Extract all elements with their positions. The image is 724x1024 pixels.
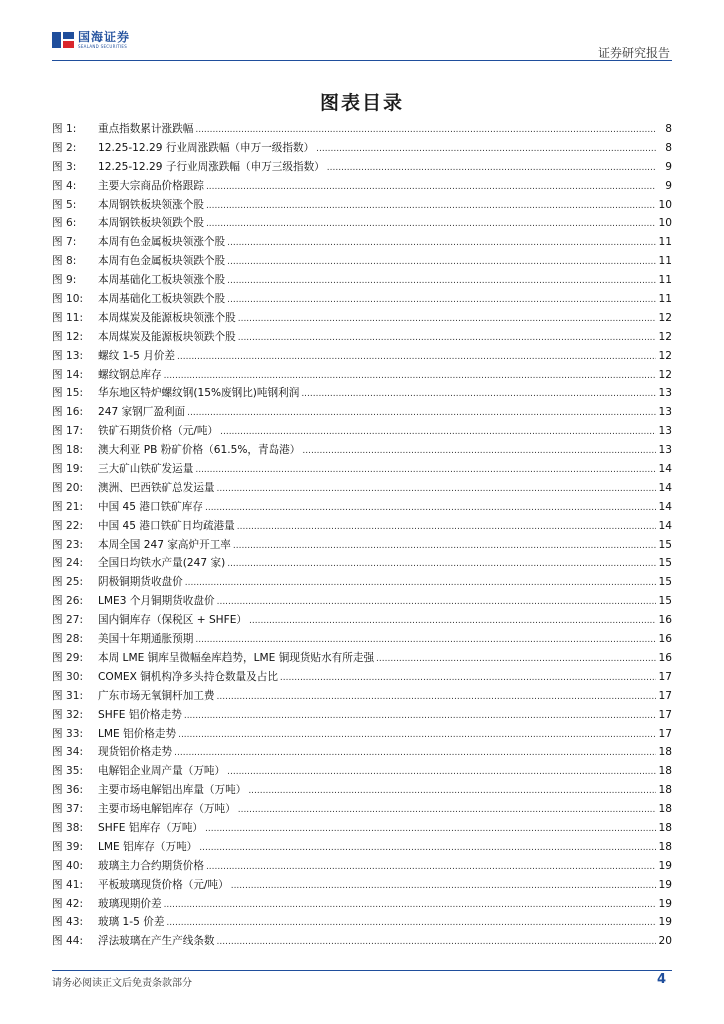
toc-entry-label: 图 4: bbox=[52, 179, 77, 192]
toc-leader-dots bbox=[238, 310, 656, 329]
toc-leader-dots bbox=[217, 688, 656, 707]
toc-entry-label: 图 29: bbox=[52, 651, 84, 664]
toc-leader-dots bbox=[220, 423, 656, 442]
toc-entry-page: 15 bbox=[658, 538, 672, 551]
toc-entry-title: LME 铝库存（万吨） bbox=[98, 840, 198, 853]
toc-entry[interactable] bbox=[52, 196, 672, 215]
toc-entry-page: 19 bbox=[658, 897, 672, 910]
toc-entry-page: 18 bbox=[658, 840, 672, 853]
footer-divider bbox=[52, 970, 672, 971]
toc-entry-label: 图 22: bbox=[52, 519, 84, 532]
toc-leader-dots bbox=[206, 858, 656, 877]
toc-entry[interactable] bbox=[52, 498, 672, 517]
toc-entry-title: 本周钢铁板块领跌个股 bbox=[98, 217, 204, 230]
toc-entry-title: 12.25-12.29 子行业周涨跌幅（申万三级指数） bbox=[98, 160, 325, 173]
toc-entry-title: 中国 45 港口铁矿库存 bbox=[98, 500, 203, 513]
toc-leader-dots bbox=[301, 385, 656, 404]
toc-entry-page: 14 bbox=[658, 500, 672, 513]
toc-entry-label: 图 42: bbox=[52, 897, 84, 910]
toc-entry-label: 图 35: bbox=[52, 765, 84, 778]
toc-entry[interactable] bbox=[52, 649, 672, 668]
logo-mark-icon bbox=[52, 30, 74, 50]
toc-entry-title: 主要市场电解铝库存（万吨） bbox=[98, 803, 236, 816]
toc-entry[interactable] bbox=[52, 271, 672, 290]
toc-entry-title: 本周煤炭及能源板块领跌个股 bbox=[98, 330, 236, 343]
toc-entry-title: 本周全国 247 家高炉开工率 bbox=[98, 538, 231, 551]
toc-entry-label: 图 11: bbox=[52, 311, 84, 324]
toc-entry-label: 图 9: bbox=[52, 274, 77, 287]
toc-entry[interactable] bbox=[52, 120, 672, 139]
toc-entry-label: 图 38: bbox=[52, 821, 84, 834]
toc-entry-page: 16 bbox=[658, 614, 672, 627]
toc-entry-title: 三大矿山铁矿发运量 bbox=[98, 463, 194, 476]
toc-entry[interactable] bbox=[52, 592, 672, 611]
toc-entry-label: 图 27: bbox=[52, 614, 84, 627]
toc-entry-title: 12.25-12.29 行业周涨跌幅（申万一级指数） bbox=[98, 141, 315, 154]
toc-entry-page: 17 bbox=[658, 708, 672, 721]
toc-entry-label: 图 33: bbox=[52, 727, 84, 740]
logo-english-name: SEALAND SECURITIES bbox=[78, 43, 128, 49]
toc-entry-page: 13 bbox=[658, 387, 672, 400]
toc-leader-dots bbox=[217, 480, 656, 499]
toc-entry[interactable] bbox=[52, 876, 672, 895]
toc-entry-title: 主要市场电解铝出库量（万吨） bbox=[98, 784, 247, 797]
toc-entry[interactable] bbox=[52, 460, 672, 479]
toc-entry[interactable] bbox=[52, 800, 672, 819]
toc-leader-dots bbox=[238, 801, 656, 820]
toc-entry-page: 19 bbox=[658, 859, 672, 872]
toc-entry-title: 本周有色金属板块领涨个股 bbox=[98, 236, 226, 249]
toc-entry-page: 15 bbox=[658, 557, 672, 570]
toc-leader-dots bbox=[231, 877, 656, 896]
toc-entry-page: 19 bbox=[658, 916, 672, 929]
toc-entry-page: 18 bbox=[658, 746, 672, 759]
toc-entry[interactable] bbox=[52, 743, 672, 762]
toc-entry-label: 图 34: bbox=[52, 746, 84, 759]
toc-entry[interactable] bbox=[52, 347, 672, 366]
toc-entry-page: 10 bbox=[658, 198, 672, 211]
toc-entry[interactable] bbox=[52, 309, 672, 328]
toc-entry[interactable] bbox=[52, 290, 672, 309]
toc-entry-label: 图 31: bbox=[52, 689, 84, 702]
toc-leader-dots bbox=[227, 272, 656, 291]
toc-entry[interactable] bbox=[52, 328, 672, 347]
toc-entry-page: 13 bbox=[658, 444, 672, 457]
toc-entry-label: 图 21: bbox=[52, 500, 84, 513]
toc-entry-label: 图 32: bbox=[52, 708, 84, 721]
toc-entry[interactable] bbox=[52, 630, 672, 649]
toc-leader-dots bbox=[233, 537, 656, 556]
toc-entry-title: 铁矿石期货价格（元/吨） bbox=[98, 425, 219, 438]
toc-entry-label: 图 30: bbox=[52, 670, 84, 683]
toc-entry-label: 图 37: bbox=[52, 803, 84, 816]
toc-leader-dots bbox=[227, 234, 656, 253]
toc-entry-title: 玻璃现期价差 bbox=[98, 897, 162, 910]
toc-entry-page: 18 bbox=[658, 784, 672, 797]
toc-entry-page: 10 bbox=[658, 217, 672, 230]
page-number: 4 bbox=[656, 972, 666, 987]
toc-entry[interactable] bbox=[52, 857, 672, 876]
toc-entry-title: 玻璃 1-5 价差 bbox=[98, 916, 165, 929]
toc-entry-title: 全国日均铁水产量(247 家) bbox=[98, 557, 226, 570]
toc-entry-page: 15 bbox=[658, 576, 672, 589]
toc-entry[interactable] bbox=[52, 706, 672, 725]
toc-entry[interactable] bbox=[52, 838, 672, 857]
toc-entry-label: 图 20: bbox=[52, 481, 84, 494]
toc-leader-dots bbox=[184, 707, 656, 726]
toc-entry-title: 广东市场无氧铜杆加工费 bbox=[98, 689, 215, 702]
toc-entry-label: 图 2: bbox=[52, 141, 77, 154]
toc-entry-label: 图 14: bbox=[52, 368, 84, 381]
page-title: 图表目录 bbox=[319, 92, 404, 114]
toc-entry[interactable] bbox=[52, 611, 672, 630]
toc-entry[interactable] bbox=[52, 895, 672, 914]
toc-leader-dots bbox=[164, 367, 656, 386]
toc-entry-page: 9 bbox=[665, 179, 672, 192]
page-header bbox=[0, 0, 724, 60]
toc-leader-dots bbox=[217, 593, 656, 612]
toc-leader-dots bbox=[249, 612, 656, 631]
toc-entry[interactable] bbox=[52, 366, 672, 385]
toc-entry-title: SHFE 铝库存（万吨） bbox=[98, 821, 204, 834]
toc-entry-title: 本周 LME 铜库呈微幅垒库趋势，LME 铜现货贴水有所走强 bbox=[98, 651, 375, 664]
toc-entry-page: 14 bbox=[658, 463, 672, 476]
toc-leader-dots bbox=[205, 499, 656, 518]
toc-entry-page: 12 bbox=[658, 368, 672, 381]
toc-entry-label: 图 17: bbox=[52, 425, 84, 438]
toc-leader-dots bbox=[227, 291, 656, 310]
toc-entry-label: 图 1: bbox=[52, 123, 77, 135]
toc-entry-label: 图 5: bbox=[52, 198, 77, 211]
toc-entry-page: 19 bbox=[658, 878, 672, 891]
toc-entry-label: 图 8: bbox=[52, 255, 77, 268]
toc-leader-dots bbox=[248, 782, 656, 801]
toc-entry-title: 中国 45 港口铁矿日均疏港量 bbox=[98, 519, 235, 532]
toc-entry[interactable] bbox=[52, 819, 672, 838]
toc-entry-title: SHFE 铝价格走势 bbox=[98, 708, 182, 721]
logo-chinese-name: 国海证券 bbox=[78, 29, 131, 44]
toc-entry[interactable] bbox=[52, 233, 672, 252]
toc-entry-page: 18 bbox=[658, 765, 672, 778]
toc-entry-title: 玻璃主力合约期货价格 bbox=[98, 859, 204, 872]
toc-entry-label: 图 3: bbox=[52, 160, 77, 173]
toc-leader-dots bbox=[376, 650, 656, 669]
toc-leader-dots bbox=[174, 744, 656, 763]
toc-entry[interactable] bbox=[52, 517, 672, 536]
toc-leader-dots bbox=[187, 404, 656, 423]
toc-entry-label: 图 10: bbox=[52, 293, 84, 306]
toc-entry-title: 本周基础化工板块领跌个股 bbox=[98, 293, 226, 306]
toc-entry[interactable] bbox=[52, 139, 672, 158]
toc-entry-title: 本周钢铁板块领涨个股 bbox=[98, 198, 204, 211]
toc-entry-page: 17 bbox=[658, 689, 672, 702]
toc-entry-label: 图 15: bbox=[52, 387, 84, 400]
toc-entry-page: 18 bbox=[658, 821, 672, 834]
toc-entry-title: 主要大宗商品价格跟踪 bbox=[98, 179, 204, 192]
toc-leader-dots bbox=[195, 121, 656, 140]
toc-entry-label: 图 7: bbox=[52, 236, 77, 249]
toc-entry[interactable] bbox=[52, 762, 672, 781]
toc-entry-title: LME 铝价格走势 bbox=[98, 727, 177, 740]
toc-leader-dots bbox=[237, 518, 656, 537]
toc-leader-dots bbox=[238, 329, 656, 348]
toc-entry-page: 17 bbox=[658, 670, 672, 683]
toc-entry-title: 平板玻璃现货价格（元/吨） bbox=[98, 878, 229, 891]
toc-leader-dots bbox=[199, 839, 656, 858]
toc-entry-page: 18 bbox=[658, 803, 672, 816]
toc-entry-title: 电解铝企业周产量（万吨） bbox=[98, 765, 226, 778]
toc-entry[interactable] bbox=[52, 441, 672, 460]
toc-entry[interactable] bbox=[52, 554, 672, 573]
toc-entry-label: 图 26: bbox=[52, 595, 84, 608]
toc-entry-page: 9 bbox=[665, 160, 672, 173]
toc-entry[interactable] bbox=[52, 158, 672, 177]
toc-entry-label: 图 43: bbox=[52, 916, 84, 929]
toc-entry-title: 澳大利亚 PB 粉矿价格（61.5%，青岛港） bbox=[98, 444, 301, 457]
toc-entry-label: 图 16: bbox=[52, 406, 84, 419]
toc-entry[interactable] bbox=[52, 536, 672, 555]
toc-entry-page: 8 bbox=[665, 123, 672, 135]
toc-leader-dots bbox=[178, 726, 656, 745]
toc-leader-dots bbox=[164, 896, 656, 915]
toc-leader-dots bbox=[206, 178, 656, 197]
toc-entry[interactable] bbox=[52, 932, 672, 951]
toc-entry-page: 11 bbox=[658, 293, 672, 306]
toc-entry[interactable] bbox=[52, 668, 672, 687]
toc-leader-dots bbox=[227, 555, 656, 574]
toc-entry-page: 16 bbox=[658, 651, 672, 664]
toc-entry-page: 12 bbox=[658, 349, 672, 362]
toc-entry-page: 17 bbox=[658, 727, 672, 740]
toc-entry-title: 阴极铜期货收盘价 bbox=[98, 576, 183, 589]
toc-entry-page: 13 bbox=[658, 425, 672, 438]
toc-entry-label: 图 28: bbox=[52, 633, 84, 646]
toc-entry[interactable] bbox=[52, 177, 672, 196]
toc-entry-title: 现货铝价格走势 bbox=[98, 746, 173, 759]
toc-entry-title: 国内铜库存（保税区 + SHFE） bbox=[98, 614, 248, 627]
toc-leader-dots bbox=[227, 253, 656, 272]
toc-entry-title: 澳洲、巴西铁矿总发运量 bbox=[98, 481, 215, 494]
toc-entry-title: 华东地区特炉螺纹钢(15%废钢比)吨钢利润 bbox=[98, 387, 300, 400]
toc-entry-page: 11 bbox=[658, 236, 672, 249]
toc-leader-dots bbox=[166, 914, 656, 933]
toc-entry-page: 14 bbox=[658, 481, 672, 494]
toc-leader-dots bbox=[206, 215, 656, 234]
toc-leader-dots bbox=[327, 159, 656, 178]
toc-entry-title: 螺纹 1-5 月价差 bbox=[98, 349, 176, 362]
company-logo bbox=[52, 30, 130, 50]
toc-entry-title: 本周基础化工板块领涨个股 bbox=[98, 274, 226, 287]
table-of-figures bbox=[52, 120, 672, 951]
toc-leader-dots bbox=[227, 763, 656, 782]
toc-leader-dots bbox=[206, 197, 656, 216]
toc-entry[interactable] bbox=[52, 781, 672, 800]
toc-entry-label: 图 44: bbox=[52, 935, 84, 948]
toc-entry-label: 图 24: bbox=[52, 557, 84, 570]
toc-entry-label: 图 23: bbox=[52, 538, 84, 551]
toc-entry[interactable] bbox=[52, 687, 672, 706]
toc-entry[interactable] bbox=[52, 573, 672, 592]
toc-entry[interactable] bbox=[52, 214, 672, 233]
toc-leader-dots bbox=[316, 140, 656, 159]
toc-entry-label: 图 25: bbox=[52, 576, 84, 589]
toc-leader-dots bbox=[185, 574, 656, 593]
toc-entry-page: 20 bbox=[658, 935, 672, 948]
toc-leader-dots bbox=[195, 631, 656, 650]
toc-entry-title: 本周煤炭及能源板块领涨个股 bbox=[98, 311, 236, 324]
report-type-label: 证券研究报告 bbox=[597, 46, 670, 60]
toc-leader-dots bbox=[217, 933, 656, 952]
toc-entry-title: LME3 个月铜期货收盘价 bbox=[98, 595, 215, 608]
toc-entry-title: 重点指数累计涨跌幅 bbox=[98, 123, 194, 135]
toc-entry-title: 本周有色金属板块领跌个股 bbox=[98, 255, 226, 268]
toc-entry[interactable] bbox=[52, 384, 672, 403]
toc-entry-title: 浮法玻璃在产生产线条数 bbox=[98, 935, 215, 948]
toc-entry-title: 247 家钢厂盈利面 bbox=[98, 406, 186, 419]
toc-entry-page: 12 bbox=[658, 330, 672, 343]
toc-entry-label: 图 40: bbox=[52, 859, 84, 872]
toc-entry-label: 图 19: bbox=[52, 463, 84, 476]
toc-entry-title: COMEX 铜机构净多头持仓数量及占比 bbox=[98, 670, 278, 683]
toc-leader-dots bbox=[205, 820, 656, 839]
toc-leader-dots bbox=[195, 461, 656, 480]
toc-entry-page: 14 bbox=[658, 519, 672, 532]
toc-entry-title: 美国十年期通胀预期 bbox=[98, 633, 194, 646]
toc-entry-label: 图 36: bbox=[52, 784, 84, 797]
toc-entry-page: 16 bbox=[658, 633, 672, 646]
toc-entry[interactable] bbox=[52, 479, 672, 498]
toc-entry[interactable] bbox=[52, 422, 672, 441]
toc-entry[interactable] bbox=[52, 913, 672, 932]
toc-entry-page: 12 bbox=[658, 311, 672, 324]
toc-entry[interactable] bbox=[52, 403, 672, 422]
toc-entry-page: 8 bbox=[665, 141, 672, 154]
toc-leader-dots bbox=[302, 442, 656, 461]
toc-entry-label: 图 13: bbox=[52, 349, 84, 362]
toc-entry[interactable] bbox=[52, 725, 672, 744]
toc-entry-label: 图 18: bbox=[52, 444, 84, 457]
toc-entry-page: 15 bbox=[658, 595, 672, 608]
toc-entry-title: 螺纹钢总库存 bbox=[98, 368, 162, 381]
toc-entry-label: 图 6: bbox=[52, 217, 77, 230]
toc-entry-page: 11 bbox=[658, 255, 672, 268]
toc-entry-label: 图 12: bbox=[52, 330, 84, 343]
toc-entry-label: 图 39: bbox=[52, 840, 84, 853]
toc-entry-page: 11 bbox=[658, 274, 672, 287]
toc-entry-label: 图 41: bbox=[52, 878, 84, 891]
toc-leader-dots bbox=[280, 669, 656, 688]
disclaimer-note: 请务必阅读正文后免责条款部分 bbox=[52, 978, 192, 989]
toc-entry[interactable] bbox=[52, 252, 672, 271]
toc-leader-dots bbox=[177, 348, 656, 367]
header-divider bbox=[52, 60, 672, 61]
toc-entry-page: 13 bbox=[658, 406, 672, 419]
